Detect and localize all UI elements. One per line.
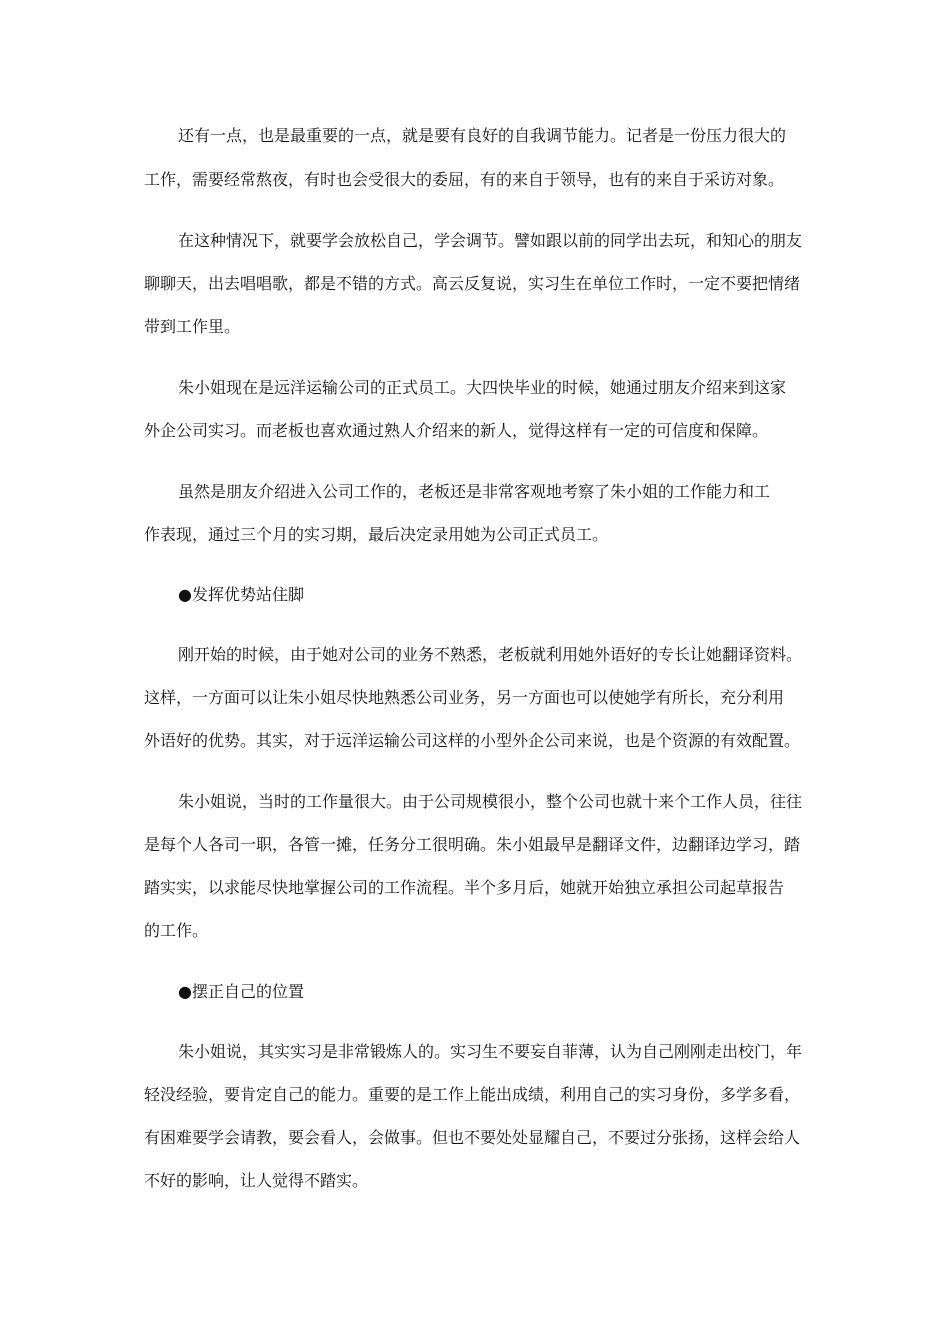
paragraph-7-line-3: 有困难要学会请教，要会看人，会做事。但也不要处处显耀自己，不要过分张扬，这样会给人 xyxy=(144,1128,801,1147)
paragraph-6-line-3: 踏实实，以求能尽快地掌握公司的工作流程。半个多月后，她就开始独立承担公司起草报告 xyxy=(144,878,785,897)
paragraph-3-line-2: 外企公司实习。而老板也喜欢通过熟人介绍来的新人，觉得这样有一定的可信度和保障。 xyxy=(144,421,769,440)
paragraph-5-line-2: 这样，一方面可以让朱小姐尽快地熟悉公司业务，另一方面也可以使她学有所长，充分利用 xyxy=(144,688,785,707)
paragraph-7-line-2: 轻没经验，要肯定自己的能力。重要的是工作上能出成绩，利用自己的实习身份，多学多看， xyxy=(144,1085,801,1104)
paragraph-5-line-3: 外语好的优势。其实，对于远洋运输公司这样的小型外企公司来说，也是个资源的有效配置。 xyxy=(144,731,801,750)
section-heading-advantage: ●发挥优势站住脚 xyxy=(178,585,304,604)
paragraph-1-line-2: 工作，需要经常熬夜，有时也会受很大的委屈，有的来自于领导，也有的来自于采访对象。 xyxy=(144,170,785,189)
paragraph-7-line-1: 朱小姐说，其实实习是非常锻炼人的。实习生不要妄自菲薄，认为自己刚刚走出校门，年 xyxy=(178,1042,803,1061)
paragraph-4-line-2: 作表现，通过三个月的实习期，最后决定录用她为公司正式员工。 xyxy=(144,525,609,544)
paragraph-6-line-2: 是每个人各司一职，各管一摊，任务分工很明确。朱小姐最早是翻译文件，边翻译边学习，踏 xyxy=(144,835,801,854)
paragraph-2-line-1: 在这种情况下，就要学会放松自己，学会调节。譬如跟以前的同学出去玩，和知心的朋友 xyxy=(178,231,803,250)
paragraph-5-line-1: 刚开始的时候，由于她对公司的业务不熟悉，老板就利用她外语好的专长让她翻译资料。 xyxy=(178,645,803,664)
paragraph-2-line-3: 带到工作里。 xyxy=(144,317,241,336)
paragraph-7-line-4: 不好的影响，让人觉得不踏实。 xyxy=(144,1171,369,1190)
paragraph-3-line-1: 朱小姐现在是远洋运输公司的正式员工。大四快毕业的时候，她通过朋友介绍来到这家 xyxy=(178,378,787,397)
paragraph-4-line-1: 虽然是朋友介绍进入公司工作的，老板还是非常客观地考察了朱小姐的工作能力和工 xyxy=(178,482,771,501)
paragraph-1-line-1: 还有一点，也是最重要的一点，就是要有良好的自我调节能力。记者是一份压力很大的 xyxy=(178,126,787,145)
paragraph-6-line-4: 的工作。 xyxy=(144,921,209,940)
section-heading-position: ●摆正自己的位置 xyxy=(178,982,304,1001)
paragraph-2-line-2: 聊聊天，出去唱唱歌，都是不错的方式。高云反复说，实习生在单位工作时，一定不要把情绪 xyxy=(144,274,801,293)
paragraph-6-line-1: 朱小姐说，当时的工作量很大。由于公司规模很小，整个公司也就十来个工作人员，往往 xyxy=(178,792,803,811)
